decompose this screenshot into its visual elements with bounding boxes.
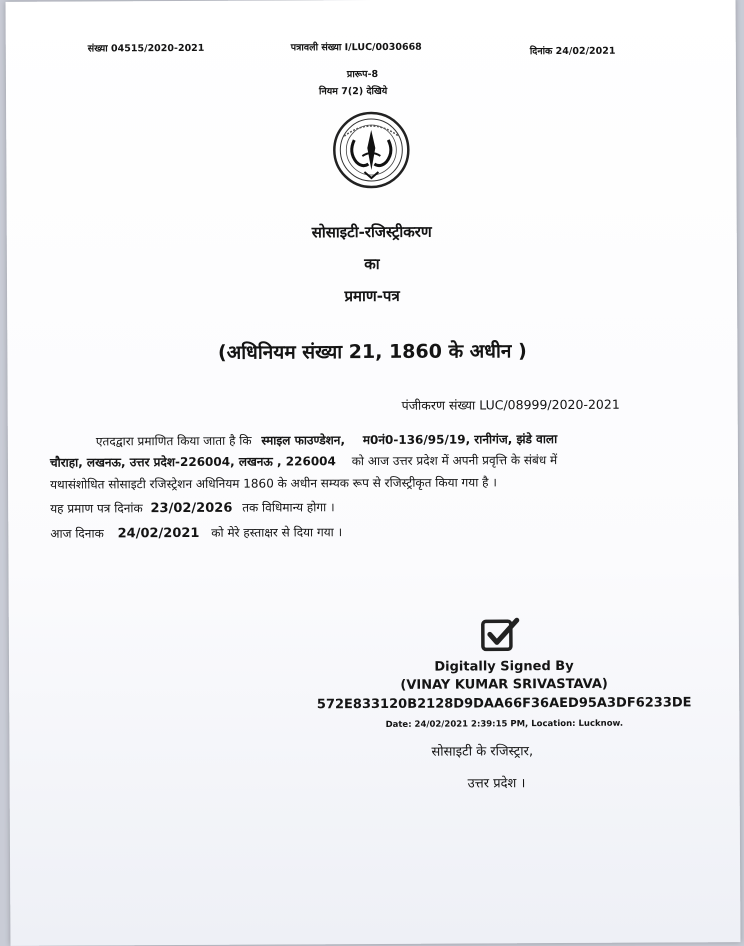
validity-suffix: तक विधिमान्य होगा । (242, 500, 335, 515)
issued-date: 24/02/2021 (117, 525, 200, 542)
issued-prefix: आज दिनाक (50, 526, 104, 541)
certify-rest-part2: यथासंशोधित सोसाइटी रजिस्ट्रेशन अधिनियम 1860 के अधीन सम्यक रूप से रजिस्ट्रीकृत किया गया है । (50, 475, 497, 492)
society-address-part2: चौराहा, लखनऊ, उत्तर प्रदेश-226004, लखनऊ , 226004 (49, 454, 336, 470)
signature-date-location: Date: 24/02/2021 2:39:15 PM, Location: Lucknow. (385, 718, 624, 730)
certificate-page (6, 0, 741, 946)
signer-name: (VINAY KUMAR SRIVASTAVA) (400, 676, 608, 693)
uttar-pradesh-state-emblem-icon (324, 110, 418, 190)
signature-hash: 572E833120B2128D9DAA66F36AED95A3DF6233DE (316, 695, 692, 713)
rule-reference: नियम 7(2) देखिये (318, 85, 388, 98)
file-number: पत्रावली संख्या I/LUC/0030668 (290, 41, 422, 54)
certify-intro: एतदद्वारा प्रमाणित किया जाता है कि (95, 433, 252, 449)
issued-suffix: को मेरे हस्ताक्षर से दिया गया । (211, 525, 343, 540)
society-name: स्माइल फाउण्डेशन, (261, 433, 346, 448)
certificate-title-line1: सोसाइटी-रजिस्ट्रीकरण (311, 222, 432, 242)
validity-line (50, 498, 335, 518)
body-line-2 (50, 451, 557, 472)
validity-date: 23/02/2026 (150, 500, 233, 517)
registration-number: पंजीकरण संख्या LUC/08999/2020-2021 (401, 396, 620, 413)
certificate-title-line2: का (364, 254, 380, 274)
digitally-signed-label: Digitally Signed By (434, 658, 574, 675)
serial-number: संख्या 04515/2020-2021 (87, 42, 205, 55)
act-reference: (अधिनियम संख्या 21, 1860 के अधीन ) (217, 340, 527, 364)
form-number: प्रारूप-8 (346, 68, 379, 81)
registrar-state: उत्तर प्रदेश । (467, 776, 526, 792)
validity-prefix: यह प्रमाण पत्र दिनांक (50, 501, 143, 516)
issued-line (50, 523, 342, 544)
registrar-title: सोसाइटी के रजिस्ट्रार, (431, 744, 534, 760)
society-address-part1: म0नं0-136/95/19, रानीगंज, झंडे वाला (362, 432, 558, 448)
header-date: दिनांक 24/02/2021 (529, 45, 616, 58)
certificate-title-line3: प्रमाण-पत्र (344, 286, 400, 306)
checkmark-box-icon (480, 616, 520, 654)
certify-rest-part1: को आज उत्तर प्रदेश में अपनी प्रवृत्ति के संबंध में (351, 453, 558, 469)
body-line-1 (96, 430, 557, 450)
